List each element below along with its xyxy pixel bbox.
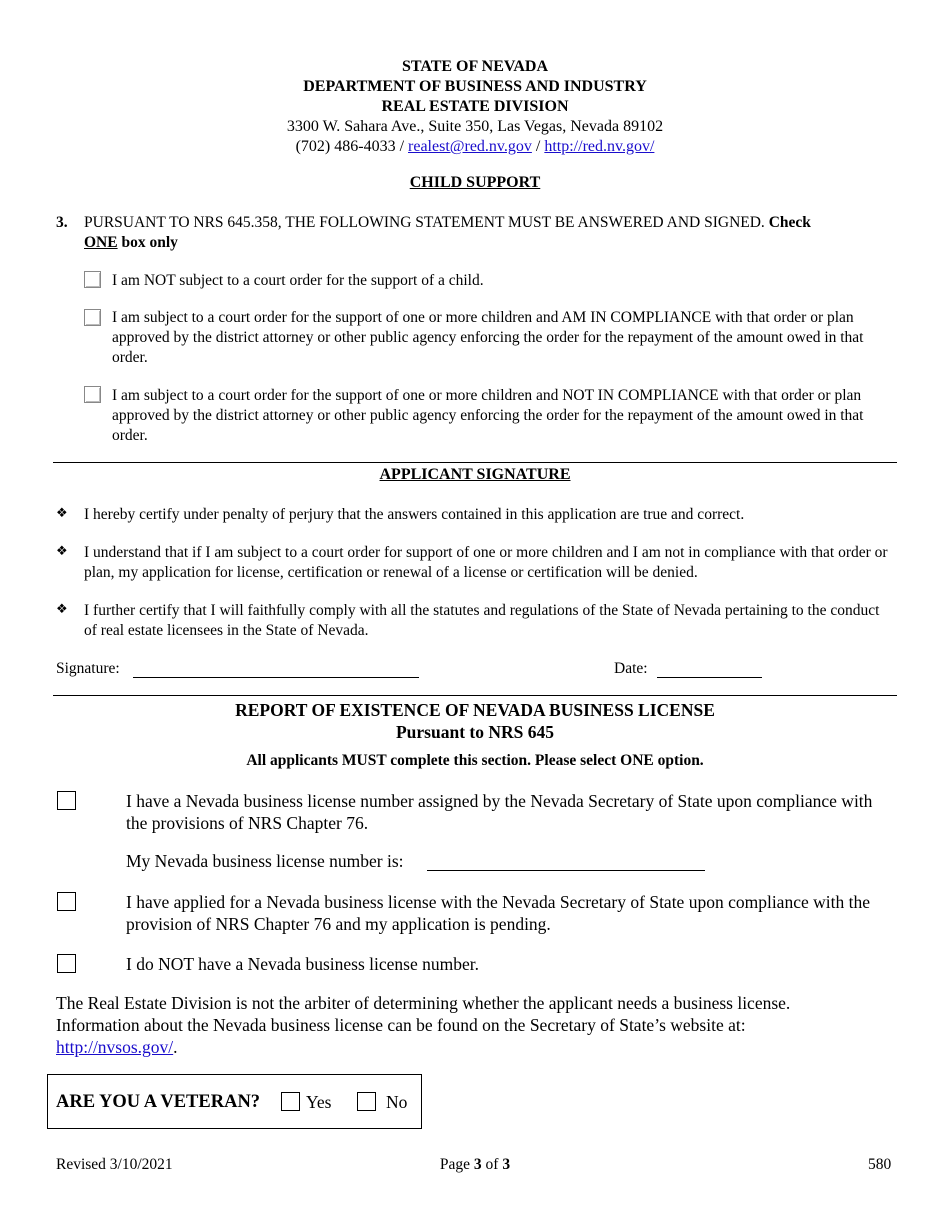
of-word: of [485,1156,499,1173]
child-support-option-1: I am NOT subject to a court order for the support of a child. [112,272,484,289]
certify-statement-1: I hereby certify under penalty of perjury that the answers contained in this application are true and correct. [84,506,745,523]
website-link[interactable]: http://red.nv.gov/ [544,138,655,155]
no-license-option: I do NOT have a Nevada business license number. [126,954,479,974]
header-state: STATE OF NEVADA [401,58,549,75]
license-number-label: My Nevada business license number is: [126,851,404,871]
applied-license-checkbox[interactable] [57,892,76,911]
business-license-subtitle: Pursuant to NRS 645 [395,722,554,742]
child-support-title: CHILD SUPPORT [409,174,541,191]
separator: / [535,138,541,155]
section-divider [53,695,897,696]
question-number: 3. [56,214,68,231]
signature-line[interactable] [133,677,419,678]
child-support-option-2: I am subject to a court order for the support of one or more children and AM IN COMPLIANCE with that order or plan approved by the district attorney or other public agency enforcing the order for the repayment of the amount owed in that order. [112,309,864,366]
business-license-note [56,992,856,1058]
no-license-checkbox[interactable] [57,954,76,973]
box-only-text: box only [121,234,178,251]
header-department: DEPARTMENT OF BUSINESS AND INDUSTRY [303,78,647,95]
section-divider [53,462,897,463]
bullet-diamond-icon: ❖ [56,506,68,521]
form-number: 580 [868,1156,892,1173]
business-license-title: REPORT OF EXISTENCE OF NEVADA BUSINESS LICENSE [235,700,715,720]
applied-license-option: I have applied for a Nevada business license with the Nevada Secretary of State upon compliance with the provision of NRS Chapter 76 and my application is pending. [126,892,870,934]
certify-statement-3: I further certify that I will faithfully comply with all the statutes and regulations of the State of Nevada pertaining to the conduct of real estate licensees in the State of Nevada. [84,602,880,639]
applicant-signature-title: APPLICANT SIGNATURE [379,466,571,483]
license-number-field[interactable] [427,870,705,871]
business-license-instruction: All applicants MUST complete this section. Please select ONE option. [246,752,704,769]
page-total: 3 [502,1156,511,1173]
header-phone: (702) 486-4033 [295,138,396,155]
child-support-option-3: I am subject to a court order for the support of one or more children and NOT IN COMPLIANCE with that order or plan approved by the district attorney or other public agency enforcing the order for the repayment of the amount owed in that order. [112,387,864,444]
date-label: Date: [614,660,648,677]
in-compliance-checkbox[interactable] [84,309,101,326]
certify-statement-2: I understand that if I am subject to a court order for support of one or more children and I am not in compliance with that order or plan, my application for license, certification or renewal of a license or certification will be denied. [84,544,888,581]
child-support-instruction [84,213,899,253]
veteran-no-checkbox[interactable] [357,1092,376,1111]
period: . [173,1037,178,1057]
page-num: 3 [473,1156,482,1173]
veteran-yes-checkbox[interactable] [281,1092,300,1111]
header-contact [0,137,950,157]
veteran-yes-label: Yes [306,1092,332,1112]
not-subject-checkbox[interactable] [84,271,101,288]
veteran-no-label: No [386,1092,408,1112]
page-number [0,1155,950,1175]
has-license-checkbox[interactable] [57,791,76,810]
revised-date: Revised 3/10/2021 [56,1156,173,1173]
veteran-question: ARE YOU A VETERAN? [56,1092,261,1112]
date-line[interactable] [657,677,762,678]
nvsos-link[interactable]: http://nvsos.gov/ [56,1037,174,1057]
note-text: The Real Estate Division is not the arbiter of determining whether the applicant needs a business license. Information about the Nevada business license can be found on the Secretary of State’s website at: [56,993,791,1035]
one-text: ONE [84,234,118,251]
bullet-diamond-icon: ❖ [56,602,68,617]
check-text: Check [768,214,811,231]
not-in-compliance-checkbox[interactable] [84,386,101,403]
header-address: 3300 W. Sahara Ave., Suite 350, Las Vegas, Nevada 89102 [286,118,664,135]
page-word: Page [439,1156,471,1173]
email-link[interactable]: realest@red.nv.gov [408,138,532,155]
separator: / [399,138,405,155]
has-license-option: I have a Nevada business license number assigned by the Nevada Secretary of State upon compliance with the provisions of NRS Chapter 76. [126,791,873,833]
header-division: REAL ESTATE DIVISION [381,98,569,115]
instruction-text: PURSUANT TO NRS 645.358, THE FOLLOWING STATEMENT MUST BE ANSWERED AND SIGNED. [84,214,765,231]
bullet-diamond-icon: ❖ [56,544,68,559]
signature-label: Signature: [56,660,120,677]
